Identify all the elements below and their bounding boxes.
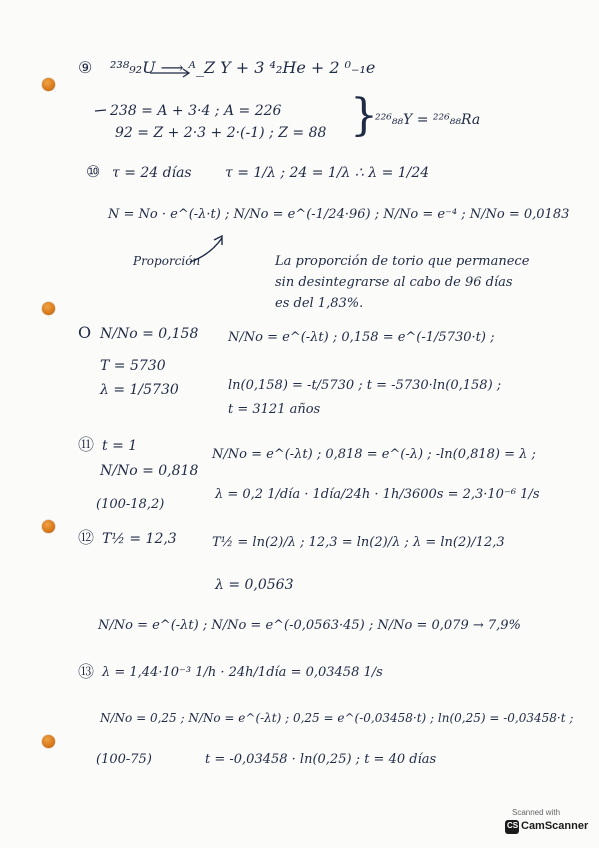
problem-12-halflife: T½ = 12,3 (102, 531, 177, 547)
problem-11b-eq-2: λ = 0,2 1/día · 1día/24h · 1h/3600s = 2,3·10⁻⁶ 1/s (215, 487, 540, 502)
problem-11-eq-1: N/No = e^(-λt) ; 0,158 = e^(-1/5730·t) ; (228, 330, 495, 345)
problem-9-result: ²²⁶₈₈Y = ²²⁶₈₈Ra (375, 112, 481, 128)
problem-11-marker: O (78, 323, 92, 342)
problem-9-eq-charge: 92 = Z + 2·3 + 2·(-1) ; Z = 88 (115, 125, 327, 141)
problem-10-note-line-2: sin desintegrarse al cabo de 96 días (275, 275, 513, 290)
problem-13-number: ⑬ (78, 662, 95, 681)
problem-12-lambda: λ = 0,0563 (215, 577, 294, 593)
problem-13-lambda: λ = 1,44·10⁻³ 1/h · 24h/1día = 0,03458 1/s (102, 665, 383, 680)
problem-10-proportion-label: Proporción (133, 254, 201, 268)
problem-11-ratio: N/No = 0,158 (100, 326, 199, 342)
problem-12-eq-1: T½ = ln(2)/λ ; 12,3 = ln(2)/λ ; λ = ln(2)/12,3 (212, 535, 505, 550)
problem-10-decay: N = No · e^(-λ·t) ; N/No = e^(-1/24·96) ; N/No = e⁻⁴ ; N/No = 0,0183 (108, 207, 570, 222)
problem-12-eq-2: N/No = e^(-λt) ; N/No = e^(-0,0563·45) ; N/No = 0,079 → 7,9% (98, 618, 521, 633)
problem-13-percent: (100-75) (96, 752, 152, 767)
scanner-caption: Scanned with (512, 808, 561, 817)
problem-11-lambda: λ = 1/5730 (100, 382, 179, 398)
problem-13-result: t = -0,03458 · ln(0,25) ; t = 40 días (205, 752, 437, 767)
problem-10-note-line-3: es del 1,83%. (275, 296, 364, 311)
problem-11-result: t = 3121 años (228, 402, 321, 417)
problem-12-number: ⑫ (78, 528, 95, 547)
problem-13-eq: N/No = 0,25 ; N/No = e^(-λt) ; 0,25 = e^(-0,03458·t) ; ln(0,25) = -0,03458·t ; (100, 711, 574, 725)
problem-10-relation: τ = 1/λ ; 24 = 1/λ ∴ λ = 1/24 (225, 165, 430, 181)
brace: } (350, 90, 378, 141)
problem-11b-number: ⑪ (78, 435, 95, 454)
problem-11-eq-2: ln(0,158) = -t/5730 ; t = -5730·ln(0,158) ; (228, 378, 502, 393)
problem-10-tau: τ = 24 días (112, 165, 192, 181)
problem-9-eq-mass: 238 = A + 3·4 ; A = 226 (110, 103, 282, 119)
problem-11b-time: t = 1 (102, 438, 138, 454)
scanner-name: CamScanner (521, 820, 589, 832)
problem-10-note-line-1: La proporción de torio que permanece (275, 254, 530, 269)
problem-11-period: T = 5730 (100, 358, 166, 374)
problem-11b-ratio: N/No = 0,818 (100, 463, 199, 479)
problem-10-number: ⑩ (86, 162, 101, 181)
problem-9-number: ⑨ (78, 58, 93, 77)
problem-11b-percent: (100-18,2) (96, 497, 165, 512)
problem-9-reaction: ²³⁸₉₂U ⟶ ᴬ_Z Y + 3 ⁴₂He + 2 ⁰₋₁e (110, 58, 376, 77)
camscanner-logo-icon: CS (505, 820, 519, 834)
problem-11b-eq-1: N/No = e^(-λt) ; 0,818 = e^(-λ) ; -ln(0,818) = λ ; (212, 447, 536, 462)
